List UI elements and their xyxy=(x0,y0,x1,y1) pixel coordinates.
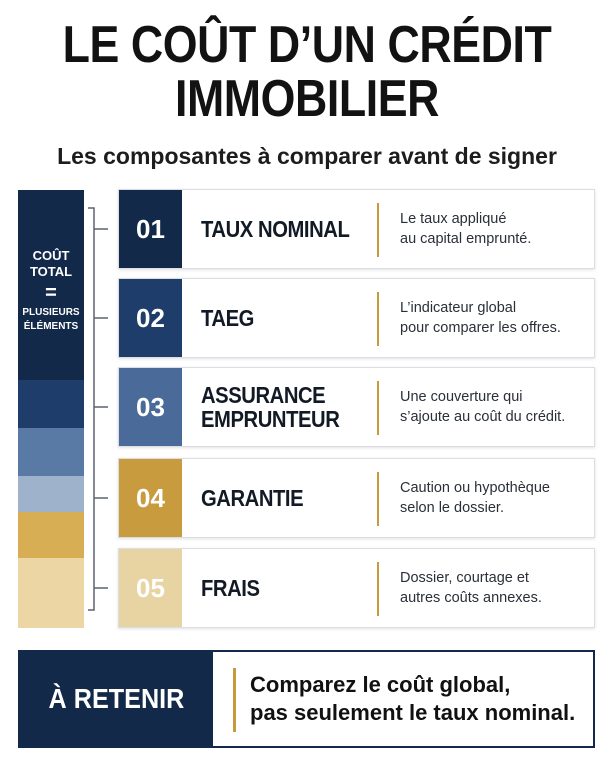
takeaway-divider xyxy=(233,668,236,732)
takeaway-box xyxy=(18,650,595,748)
component-description: L’indicateur global pour comparer les offres. xyxy=(400,300,561,336)
stack-label xyxy=(18,248,84,334)
total-cost-stack xyxy=(18,190,84,628)
stack-label-equals: = xyxy=(45,282,57,304)
stack-label-total: TOTAL xyxy=(29,264,73,279)
component-card-5 xyxy=(118,548,595,628)
stack-label-elements: ÉLÉMENTS xyxy=(23,321,79,332)
component-description: Dossier, courtage et autres coûts annexes. xyxy=(400,570,542,606)
component-card-2 xyxy=(118,278,595,358)
component-number: 02 xyxy=(119,279,182,357)
component-divider xyxy=(377,203,379,257)
page-title xyxy=(43,18,571,126)
stack-segment-5 xyxy=(18,512,84,558)
takeaway-message: Comparez le coût global, pas seulement le taux nominal. xyxy=(250,672,576,725)
bracket-connector xyxy=(86,207,110,611)
stack-label-several: PLUSIEURS xyxy=(22,307,80,318)
stack-segment-3 xyxy=(18,428,84,476)
component-description: Une couverture qui s’ajoute au coût du crédit. xyxy=(400,389,566,425)
stack-label-cost: COÛT xyxy=(32,248,70,263)
component-divider xyxy=(377,381,379,435)
page-subtitle: Les composantes à comparer avant de signer xyxy=(57,143,557,169)
component-number: 03 xyxy=(119,368,182,446)
component-name: FRAIS xyxy=(201,575,260,601)
stack-segment-2 xyxy=(18,380,84,428)
component-number: 04 xyxy=(119,459,182,537)
component-divider xyxy=(377,292,379,346)
component-description: Le taux appliqué au capital emprunté. xyxy=(400,211,532,247)
component-name: TAUX NOMINAL xyxy=(201,216,350,242)
component-description: Caution ou hypothèque selon le dossier. xyxy=(400,480,550,516)
stack-segment-4 xyxy=(18,476,84,512)
component-name: TAEG xyxy=(201,305,254,331)
takeaway-tag: À RETENIR xyxy=(20,652,213,746)
component-number: 05 xyxy=(119,549,182,627)
title-line-1: LE COÛT D’UN CRÉDIT xyxy=(62,16,552,74)
title-line-2: IMMOBILIER xyxy=(174,70,439,128)
component-name: ASSURANCE EMPRUNTEUR xyxy=(201,382,340,432)
component-card-1 xyxy=(118,189,595,269)
component-number: 01 xyxy=(119,190,182,268)
component-name: GARANTIE xyxy=(201,485,304,511)
stack-segment-6 xyxy=(18,558,84,628)
component-divider xyxy=(377,562,379,616)
component-card-3 xyxy=(118,367,595,447)
component-card-4 xyxy=(118,458,595,538)
component-divider xyxy=(377,472,379,526)
